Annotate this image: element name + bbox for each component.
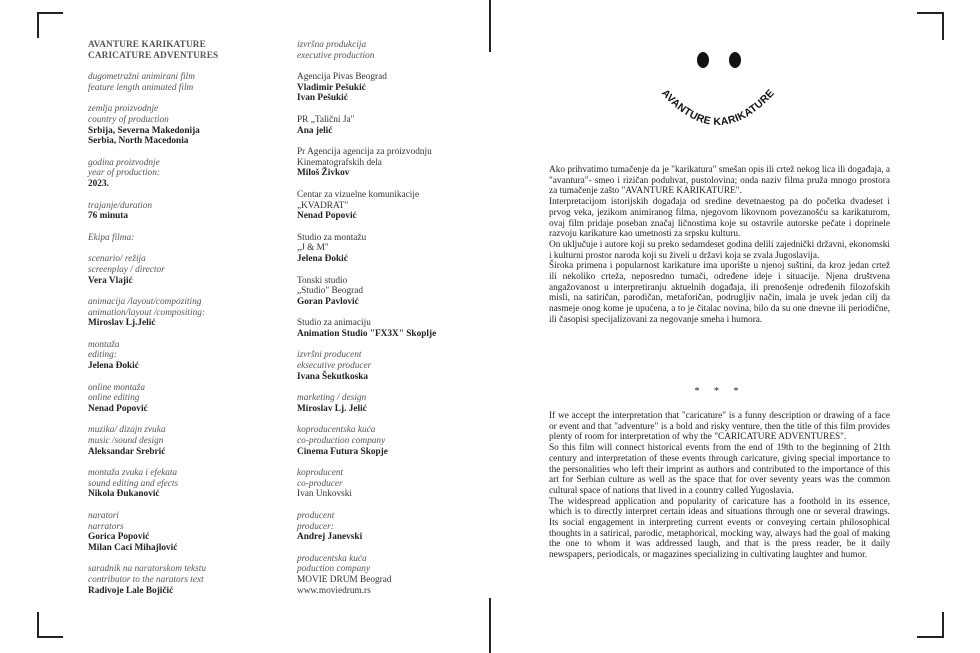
credit-role: screenplay / director (88, 264, 165, 275)
credit-role: zemlja proizvodnje (88, 104, 159, 115)
credit-role: trajanje/duration (88, 200, 153, 211)
credit-role: naratori (88, 511, 119, 521)
credit-block (297, 425, 487, 457)
credit-value: Jelena Đokić (88, 361, 139, 372)
credit-role: dugometražni animirani film (88, 72, 195, 83)
credit-block (297, 350, 487, 382)
credit-value: Agencija Pivas Beograd (297, 72, 387, 83)
credit-block (88, 201, 278, 222)
credit-value: Goran Pavlović (297, 296, 359, 307)
smiley-right-eye-icon (729, 52, 741, 68)
logo-text: AVANTURE KARIKATURE (659, 87, 777, 129)
credit-value: MOVIE DRUM Beograd (297, 574, 392, 585)
paragraph: On uključuje i autore koji su preko sedamdeset godina delili zajednički državni, ekonomski i kulturni prostor naroda koji su živeli u državi koja se zvala Jugoslavija. (549, 239, 890, 261)
credit-value: Serbia, North Macedonia (88, 136, 189, 147)
credit-value: Miloš Živkov (297, 168, 350, 179)
credit-value: Gorica Popović (88, 532, 150, 543)
credit-block (297, 233, 487, 265)
credit-block (297, 190, 487, 222)
english-description (549, 411, 890, 561)
credit-role: izvršna produkcija (297, 40, 367, 50)
credit-block (88, 511, 278, 553)
credit-block (297, 72, 487, 104)
credit-role: muzika/ dizajn zvuka (88, 425, 166, 436)
film-title: CARICATURE ADVENTURES (88, 50, 219, 61)
credit-role: eksecutive producer (297, 361, 372, 372)
credit-block (88, 233, 278, 244)
credit-value: 76 minuta (88, 211, 129, 222)
credit-value: Ivan Pešukić (297, 93, 348, 104)
credit-value: Nenad Popović (297, 211, 357, 222)
credit-block (88, 104, 278, 146)
crop-mark-bottom-center (489, 598, 491, 653)
credit-block (88, 340, 278, 372)
paragraph: So this film will connect historical events from the end of 19th to the beginning of 21th century and interpretation of these events through caricature, giving special importance to the personalities who left their imprint as authors and contributed to the importance of this art for Serbian culture as well as the space that for over seventy years was the common cultural space of nations that lived in a country called Yugoslavia. (549, 443, 890, 496)
credit-role: co-producer (297, 478, 343, 489)
credit-role: marketing / design (297, 393, 367, 404)
credit-role: montaža zvuka i efekata (88, 468, 178, 479)
credit-block (88, 297, 278, 329)
credit-block (88, 158, 278, 190)
credit-block (88, 383, 278, 415)
credit-role: koproducentska kuća (297, 425, 376, 436)
credit-value: PR „Talični Ja" (297, 114, 355, 125)
smiley-left-eye-icon (697, 52, 709, 68)
credit-role: executive production (297, 50, 375, 61)
credit-value: Miroslav Lj.Jelić (88, 318, 156, 329)
credit-value: Vladimir Pešukić (297, 82, 366, 93)
credit-role: koproducent (297, 468, 344, 479)
crop-mark-top-right-h (917, 12, 944, 14)
credits-column-left (88, 40, 278, 607)
credit-block (297, 115, 487, 136)
credit-role: Ekipa filma: (88, 232, 135, 243)
credit-value: Ivana Šekutkoska (297, 371, 369, 382)
credit-block (297, 511, 487, 543)
credit-role: producer: (297, 521, 334, 532)
credit-value: „J & M" (297, 243, 329, 254)
credit-value: Milan Caci Mihajlović (88, 542, 178, 553)
credit-role: year of production: (88, 168, 160, 179)
credit-value: Ivan Unkovski (297, 489, 353, 500)
credit-value: Cinema Futura Skopje (297, 446, 388, 457)
credit-block (88, 564, 278, 596)
credit-role: izvršni producent (297, 350, 362, 361)
credit-role: producentska kuća (297, 553, 367, 564)
credits-column-middle (297, 40, 487, 607)
paragraph: Ako prihvatimo tumačenje da je "karikatura" smešan opis ili crtež nekog lica ili događaja, a "avantura"- smeo i rizičan poduhvat, pustolovina; onda naziv filma pruža mnogo prostora za tumačenje zašto "AVANTURE KARIKATURE". (549, 165, 890, 197)
film-title: AVANTURE KARIKATURE (88, 40, 206, 50)
credit-block (88, 40, 278, 61)
credit-value: „KVADRAT" (297, 200, 349, 211)
crop-mark-bottom-left-v (37, 612, 39, 638)
credit-value: Centar za vizuelne komunikacije (297, 189, 420, 200)
separator-stars: * * * (694, 386, 745, 397)
credit-block (297, 393, 487, 414)
credit-role: godina proizvodnje (88, 157, 160, 168)
credit-value: 2023. (88, 178, 109, 189)
crop-mark-top-left-h (37, 12, 63, 14)
credit-value: Ana jelić (297, 125, 333, 136)
credit-value: Studio za animaciju (297, 318, 371, 329)
crop-mark-bottom-right-v (942, 612, 944, 638)
credit-value: „Studio" Beograd (297, 286, 364, 297)
crop-mark-top-center (489, 0, 491, 52)
crop-mark-bottom-left-h (37, 636, 63, 638)
credit-value: Miroslav Lj. Jelić (297, 403, 367, 414)
credit-role: contributor to the narators text (88, 574, 204, 585)
credit-value: Aleksandar Srebrić (88, 446, 166, 457)
credit-block (88, 254, 278, 286)
credit-role: narrators (88, 521, 124, 532)
paragraph: The widespread application and popularity of caricature has a foothold in its essence, which is to directly interpret certain ideas and situations through one or several drawings. Its social engagement in interpreting current events or conveying certain philosophical thoughts in a satirical, parodic, metaphorical, mocking way, always had the goal of making the one to whom it was addressed laugh, and that is the press reader, be it daily newspapers, periodicals, or magazines specializing in cultivating laughter and humor. (549, 496, 890, 561)
smiley-logo (630, 40, 800, 140)
credit-value: Animation Studio "FX3X" Skoplje (297, 328, 437, 339)
credit-role: co-production company (297, 436, 386, 447)
credit-block (88, 425, 278, 457)
credit-value: Vera Vlajić (88, 275, 133, 286)
credit-role: online montaža (88, 382, 146, 393)
credit-role: online editing (88, 393, 140, 404)
credit-block (88, 468, 278, 500)
credit-block (297, 276, 487, 308)
credit-block (297, 318, 487, 339)
credit-block (297, 554, 487, 596)
crop-mark-top-right-v (942, 12, 944, 40)
credit-value: Andrej Janevski (297, 532, 363, 543)
credit-block (297, 468, 487, 500)
credit-value: Nikola Đukanović (88, 489, 160, 500)
credit-role: saradnik na naratorskom tekstu (88, 564, 207, 575)
paragraph: If we accept the interpretation that "caricature" is a funny description or drawing of a face or event and that "adventure" is a bold and risky venture, then the title of this film provides plenty of room for interpretation of why the "CARICATURE ADVENTURES". (549, 411, 890, 443)
credit-value: Srbija, Severna Makedonija (88, 125, 200, 136)
crop-mark-top-left-v (37, 12, 39, 38)
credit-value: Studio za montažu (297, 232, 367, 243)
credit-value: Radivoje Lale Bojičić (88, 585, 174, 596)
paragraph: Široka primena i popularnost karikature ima uporište u njenoj suštini, da kroz jedan crtež ili nekoliko crteža, neposredno tumači, određene ideje i situacije. Njena društvena angažovanost u interpretiranju aktuelnih događaja, ili prenošenje određenih filozofskih misli, na satiričan, parodičan, metaforičan, podrugljiv način, imala je uvek jedan cilj da nasmeje onog kome je upućena, a to je čitalac novina, bilo da su one dnevne ili periodične, ili časopisi specijalizovani za negovanje smeha i humora. (549, 261, 890, 325)
credit-role: music /sound design (88, 436, 164, 447)
credit-role: feature length animated film (88, 82, 194, 93)
credit-role: animacija /layout/compoziting (88, 297, 202, 308)
credit-role: sound editing and efects (88, 478, 179, 489)
serbian-description (549, 165, 890, 326)
credit-role: producent (297, 511, 335, 521)
credit-role: scenario/ režija (88, 254, 146, 265)
credit-role: country of production (88, 114, 169, 125)
credit-block (297, 147, 487, 179)
credit-block (297, 40, 487, 61)
credit-role: editing: (88, 350, 117, 361)
credit-value: Kinematografskih dela (297, 157, 382, 168)
paragraph: Interpretacijom istorijskih događaja od sredine devetnaestog pa do početka dvadeset i prvog veka, jezikom animiranog filma, njegovom likovnom povezanošću sa karikaturom, ovaj film pridaje poseban značaj ličnostima koje su ostavrile autorske pečate i doprinele razvoju karikature kao umetnosti za srpsku kulturu. (549, 197, 890, 240)
credit-value: Tonski studio (297, 275, 348, 286)
crop-mark-bottom-right-h (917, 636, 944, 638)
credit-value: Pr Agencija agencija za proizvodnju (297, 147, 432, 158)
credit-role: montaža (88, 339, 120, 350)
credit-role: poduction company (297, 564, 371, 575)
credit-block (88, 72, 278, 93)
credit-value: Nenad Popović (88, 403, 148, 414)
credit-value: www.moviedrum.rs (297, 585, 371, 596)
credit-role: animation/layout /compositing: (88, 307, 205, 318)
credit-value: Jelena Đokić (297, 253, 348, 264)
